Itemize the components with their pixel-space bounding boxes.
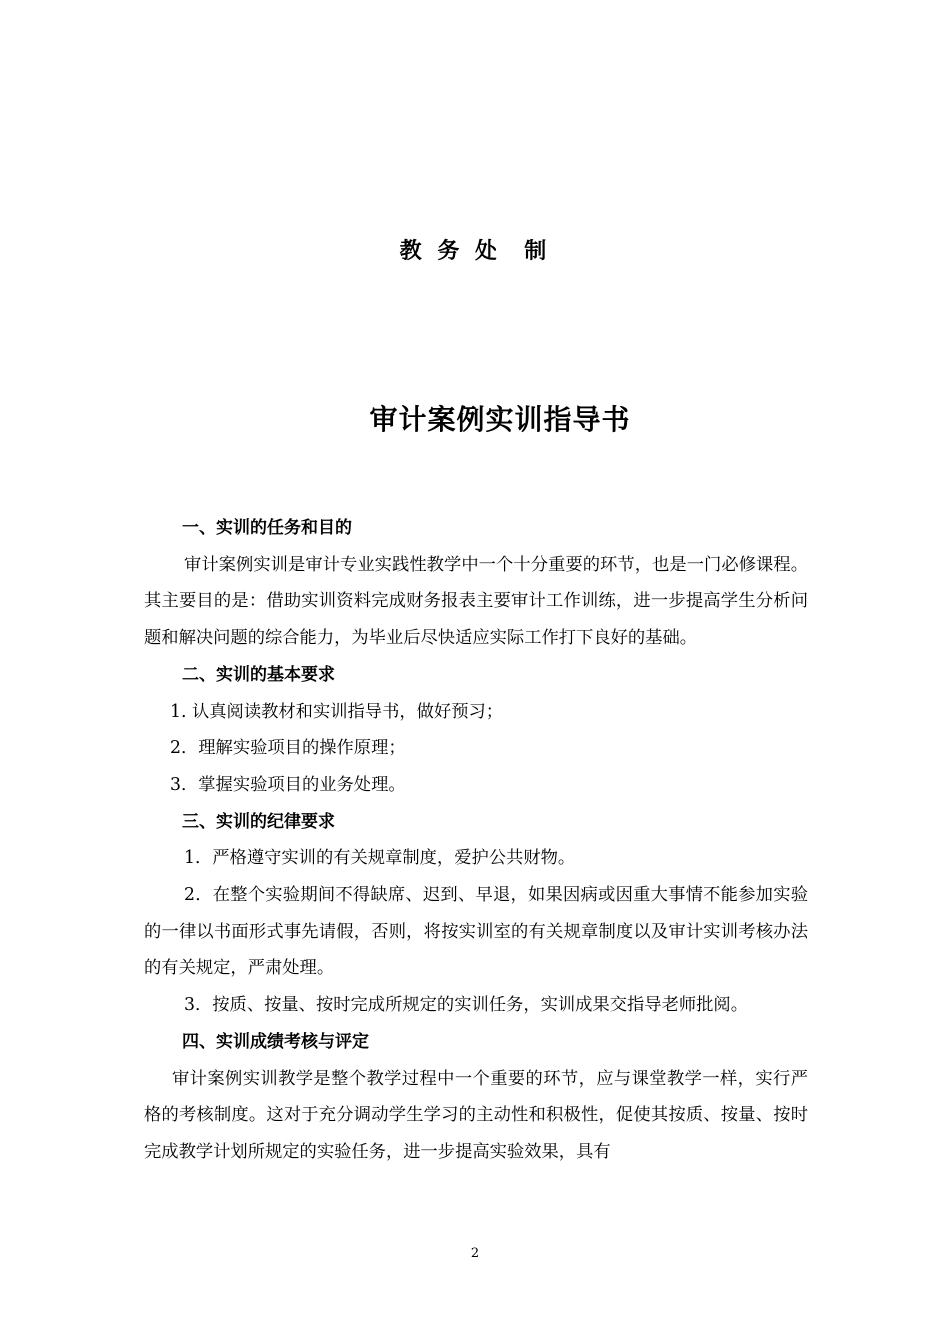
document-body	[144, 510, 808, 1171]
section-heading-requirements: 二、实训的基本要求	[182, 664, 335, 685]
issuing-office: 教 务 处 制	[399, 239, 551, 264]
section-heading-purpose: 一、实训的任务和目的	[182, 518, 352, 538]
paragraph-assessment: 审计案例实训教学是整个教学过程中一个重要的环节，应与课堂教学一样，实行严格的考核制度。这对于充分调动学生学习的主动性和积极性，促使其按质、按量、按时完成教学计划所规定的实验任务，进一步提高实验效果，具有	[144, 1068, 808, 1162]
discipline-item-1: 1．严格遵守实训的有关规章制度，爱护公共财物。	[184, 848, 576, 869]
paragraph-purpose: 审计案例实训是审计专业实践性教学中一个十分重要的环节，也是一门必修课程。其主要目的是：借助实训资料完成财务报表主要审计工作训练，进一步提高学生分析问题和解决问题的综合能力，为毕业后尽快适应实际工作打下良好的基础。	[144, 554, 808, 649]
requirement-item-3: 3．掌握实验项目的业务处理。	[170, 774, 406, 795]
section-heading-assessment: 四、实训成绩考核与评定	[182, 1031, 369, 1052]
section-heading-discipline: 三、实训的纪律要求	[182, 811, 335, 832]
requirement-item-1: 1. 认真阅读教材和实训指导书，做好预习；	[170, 701, 504, 722]
requirement-item-2: 2．理解实验项目的操作原理；	[170, 738, 406, 759]
document-title: 审计案例实训指导书	[369, 403, 631, 436]
discipline-item-2: 2．在整个实验期间不得缺席、迟到、早退，如果因病或因重大事情不能参加实验的一律以书面形式事先请假，否则，将按实训室的有关规章制度以及审计实训考核办法的有关规定，严肃处理。	[144, 885, 808, 979]
page-number: 2	[470, 1246, 480, 1261]
discipline-item-3: 3．按质、按量、按时完成所规定的实训任务，实训成果交指导老师批阅。	[184, 995, 748, 1016]
